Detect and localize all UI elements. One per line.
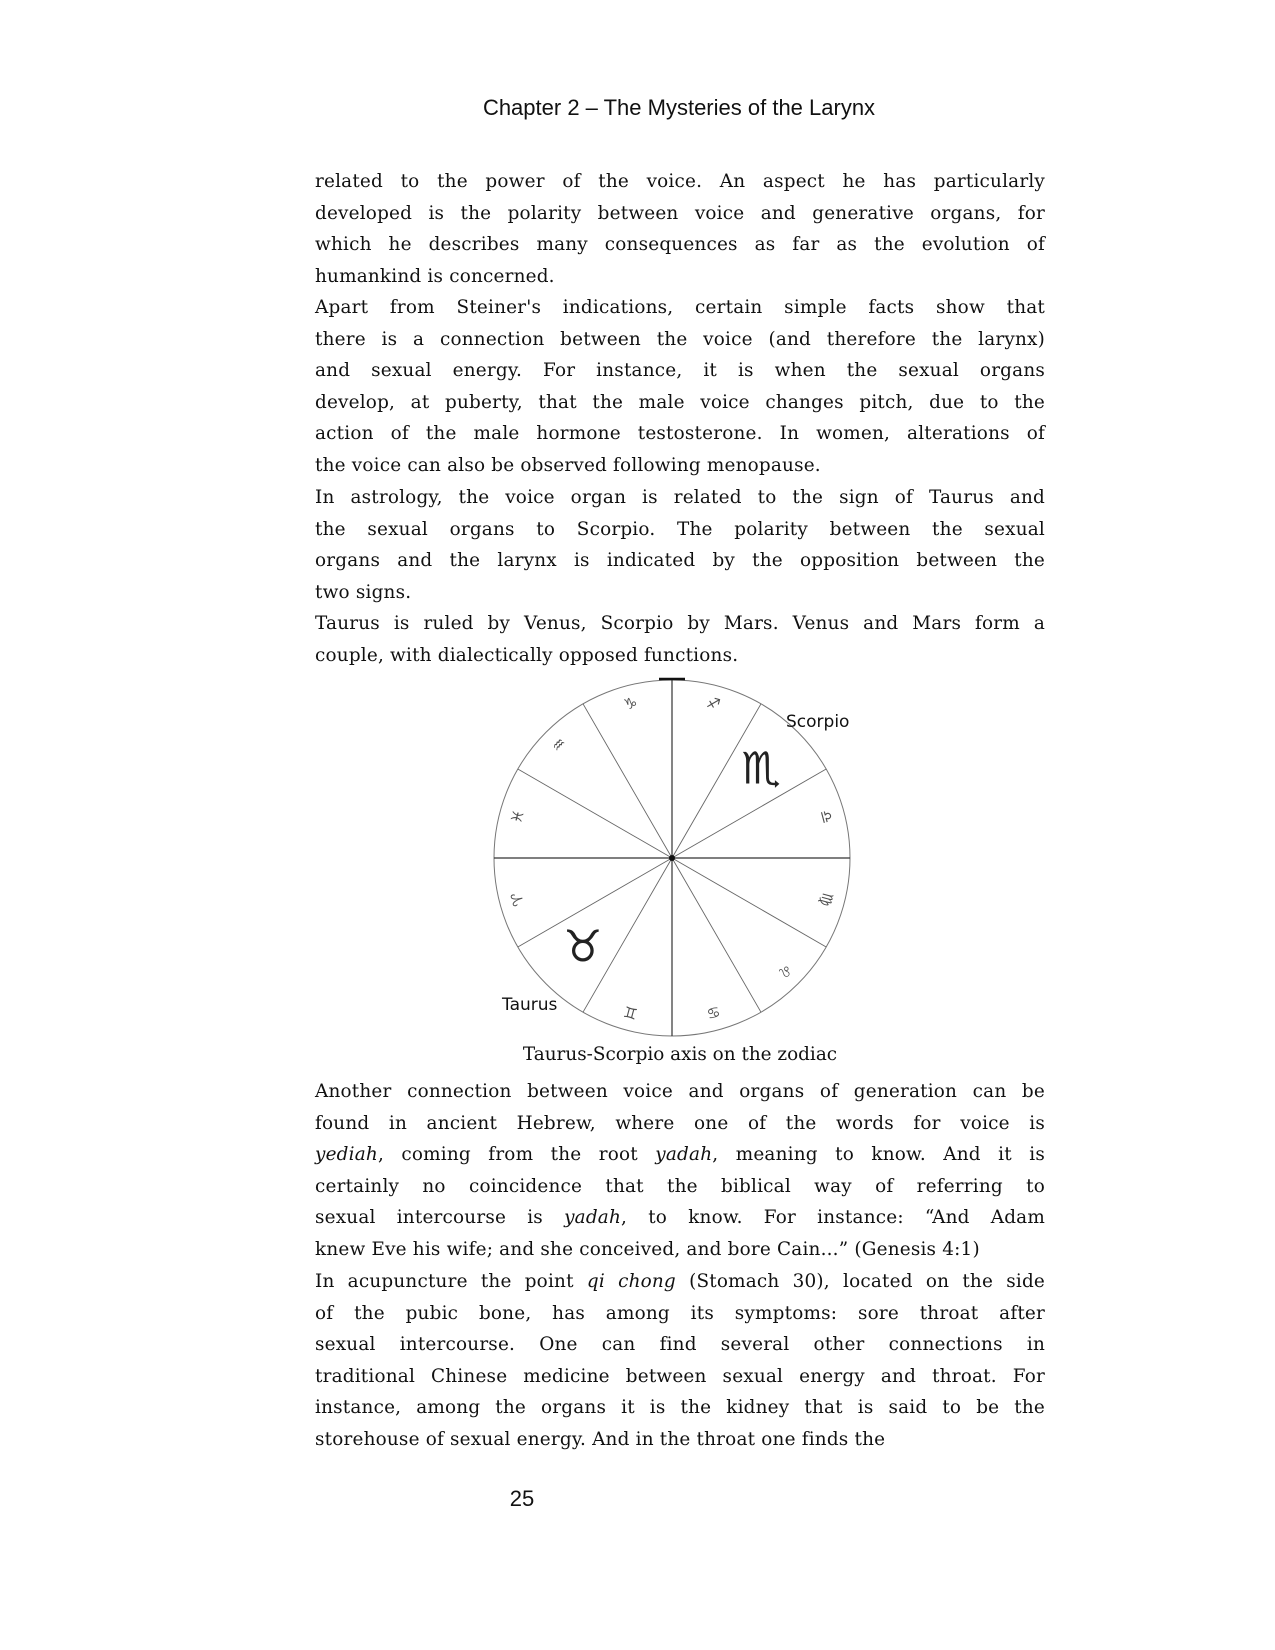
text-line xyxy=(315,387,1045,419)
text-line xyxy=(315,1076,1045,1108)
italic-term: yediah xyxy=(315,1144,378,1166)
page-number: 25 xyxy=(509,1486,535,1511)
text-run: storehouse of sexual energy. And in the throat one finds the xyxy=(315,1428,886,1450)
text-run: the sexual organs to Scorpio. The polarity between the sexual xyxy=(315,518,1045,540)
virgo-icon: ♍ xyxy=(816,890,837,909)
zodiac-wheel xyxy=(494,679,850,1036)
italic-term: qi chong xyxy=(586,1271,676,1292)
figure-caption: Taurus-Scorpio axis on the zodiac xyxy=(522,1044,838,1065)
text-run: Apart from Steiner's indications, certain simple facts show that xyxy=(315,297,1045,318)
text-line xyxy=(315,1234,1045,1266)
text-run: traditional Chinese medicine between sexual energy and throat. For xyxy=(315,1365,1045,1387)
text-run: related to the power of the voice. An aspect he has particularly xyxy=(315,171,1045,192)
text-run: there is a connection between the voice (and therefore the larynx) xyxy=(315,328,1045,350)
text-line xyxy=(315,1266,1045,1298)
house-divider-line xyxy=(518,769,672,858)
text-run: developed is the polarity between voice and generative organs, for xyxy=(315,202,1045,224)
text-line xyxy=(315,1202,1045,1234)
zodiac-wheel-figure xyxy=(480,670,880,1040)
italic-term: yadah xyxy=(564,1207,621,1229)
text-run: found in ancient Hebrew, where one of the words for voice is xyxy=(315,1112,1045,1134)
paragraph xyxy=(315,1266,1045,1456)
text-line xyxy=(315,229,1045,261)
text-line xyxy=(315,545,1045,577)
text-line xyxy=(315,514,1045,546)
text-run: In astrology, the voice organ is related to the sign of Taurus and xyxy=(315,487,1045,508)
text-run: humankind is concerned. xyxy=(315,265,555,287)
text-line xyxy=(315,166,1045,198)
text-line xyxy=(315,450,1045,482)
text-run: sexual intercourse. One can find several other connections in xyxy=(315,1334,1045,1356)
scorpio-icon: ♏ xyxy=(741,743,781,795)
sagittarius-icon: ♐ xyxy=(704,693,723,714)
text-run: (Stomach 30), located on the side xyxy=(675,1271,1045,1292)
text-run: Another connection between voice and organs of generation can be xyxy=(315,1081,1045,1102)
text-line xyxy=(315,1361,1045,1393)
text-run: certainly no coincidence that the biblical way of referring to xyxy=(315,1175,1045,1197)
text-line xyxy=(315,198,1045,230)
text-line xyxy=(315,1108,1045,1140)
aquarius-icon: ♒ xyxy=(547,733,571,757)
paragraph xyxy=(315,608,1045,671)
house-divider-line xyxy=(583,704,672,858)
text-run: couple, with dialectically opposed functions. xyxy=(315,644,739,666)
text-line xyxy=(315,1329,1045,1361)
text-run: In acupuncture the point xyxy=(315,1271,587,1292)
text-run: which he describes many consequences as far as the evolution of xyxy=(315,234,1045,256)
text-run: of the pubic bone, has among its symptoms: sore throat after xyxy=(315,1302,1045,1324)
text-line xyxy=(315,292,1045,324)
text-run: develop, at puberty, that the male voice changes pitch, due to the xyxy=(315,391,1045,413)
text-line xyxy=(315,1392,1045,1424)
scorpio-label: Scorpio xyxy=(786,712,850,732)
text-line xyxy=(315,355,1045,387)
taurus-icon: ♉ xyxy=(563,921,603,973)
text-line xyxy=(315,608,1045,640)
house-divider-line xyxy=(672,858,761,1012)
text-run: , to know. For instance: “And Adam xyxy=(621,1207,1045,1229)
text-run: two signs. xyxy=(315,581,412,603)
text-line xyxy=(315,1171,1045,1203)
paragraph xyxy=(315,292,1045,482)
italic-term: yadah xyxy=(655,1144,713,1166)
text-line xyxy=(315,261,1045,293)
text-line xyxy=(315,324,1045,356)
text-run: the voice can also be observed following menopause. xyxy=(315,454,821,476)
text-run: knew Eve his wife; and she conceived, and bore Cain...” (Genesis 4:1) xyxy=(315,1238,980,1260)
text-run: and sexual energy. For instance, it is when the sexual organs xyxy=(315,360,1045,382)
aries-icon: ♈ xyxy=(507,890,528,909)
text-run: instance, among the organs it is the kidney that is said to be the xyxy=(315,1397,1045,1419)
paragraph xyxy=(315,1076,1045,1266)
text-run: action of the male hormone testosterone. In women, alterations of xyxy=(315,423,1045,445)
text-run: , coming from the root xyxy=(377,1144,656,1166)
text-run: , meaning to know. And it is xyxy=(712,1144,1045,1166)
text-line xyxy=(315,577,1045,609)
paragraph xyxy=(315,166,1045,292)
text-run: Taurus is ruled by Venus, Scorpio by Mars. Venus and Mars form a xyxy=(315,613,1045,634)
house-divider-line xyxy=(672,858,826,947)
center-dot xyxy=(669,855,675,861)
text-line xyxy=(315,1298,1045,1330)
text-line xyxy=(315,418,1045,450)
chapter-header: Chapter 2 – The Mysteries of the Larynx xyxy=(482,95,876,120)
taurus-label: Taurus xyxy=(502,995,558,1015)
pisces-icon: ♓ xyxy=(507,807,528,826)
text-line xyxy=(315,1139,1045,1171)
paragraph xyxy=(315,482,1045,608)
capricorn-icon: ♑ xyxy=(621,693,640,714)
text-run: organs and the larynx is indicated by the opposition between the xyxy=(315,550,1045,572)
text-line xyxy=(315,482,1045,514)
leo-icon: ♌ xyxy=(773,959,797,983)
libra-icon: ♎ xyxy=(816,807,837,826)
text-line xyxy=(315,640,1045,672)
text-run: sexual intercourse is xyxy=(315,1207,565,1229)
cancer-icon: ♋ xyxy=(704,1002,723,1023)
text-line xyxy=(315,1424,1045,1456)
gemini-icon: ♊ xyxy=(621,1002,640,1023)
